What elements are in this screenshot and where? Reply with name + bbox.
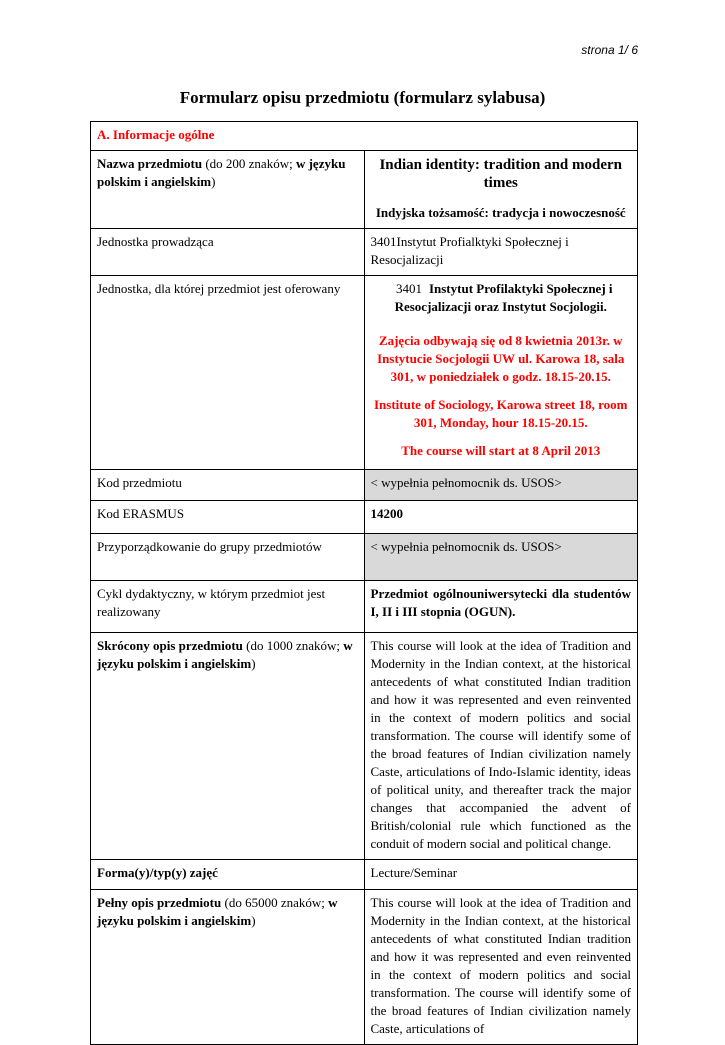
offered-for-note-en: Institute of Sociology, Karowa street 18, room 301, Monday, hour 18.15-20.15. <box>374 397 628 430</box>
offered-for-value <box>364 276 638 470</box>
offered-for-row <box>91 276 638 470</box>
course-name-label <box>91 151 365 229</box>
offered-for-code: 3401 <box>395 281 422 296</box>
syllabus-form-table <box>90 121 638 1045</box>
page-number: strona 1/ 6 <box>581 43 638 57</box>
didactic-cycle-value: Przedmiot ogólnouniwersytecki dla studentów I, II i III stopnia (OGUN). <box>364 581 638 633</box>
section-a-header-row <box>91 122 638 151</box>
unit-row <box>91 229 638 276</box>
course-name-label-bold: Nazwa przedmiotu <box>97 156 203 171</box>
group-assignment-label: Przyporządkowanie do grupy przedmiotów <box>91 534 365 581</box>
course-name-label-lang: w języku polskim i angielskim <box>97 156 346 189</box>
short-description-label-close: ) <box>251 656 256 671</box>
full-description-label-bold: Pełny opis przedmiotu <box>97 895 222 910</box>
course-name-label-plain: (do 200 znaków; <box>202 156 296 171</box>
didactic-cycle-row <box>91 581 638 633</box>
class-form-label: Forma(y)/typ(y) zajęć <box>91 860 365 890</box>
full-description-label-lang: w języku polskim i angielskim <box>97 895 338 928</box>
full-description-label-close: ) <box>251 913 256 928</box>
course-name-pl: Indyjska tożsamość: tradycja i nowoczesność <box>375 205 626 220</box>
short-description-label-bold: Skrócony opis przedmiotu <box>97 638 243 653</box>
offered-for-note-pl: Zajęcia odbywają się od 8 kwietnia 2013r. w Instytucie Socjologii UW ul. Karowa 18, sala 301, w poniedziałek o godz. 18.15-20.15. <box>377 333 625 384</box>
short-description-label-lang: w języku polskim i angielskim <box>97 638 353 671</box>
erasmus-code-value: 14200 <box>364 501 638 534</box>
short-description-row <box>91 633 638 860</box>
offered-for-note-start: The course will start at 8 April 2013 <box>401 443 601 458</box>
short-description-label <box>91 633 365 860</box>
course-name-en: Indian identity: tradition and modern times <box>379 157 623 191</box>
course-name-value <box>364 151 638 229</box>
unit-value: 3401Instytut Profialktyki Społecznej i Resocjalizacji <box>364 229 638 276</box>
full-description-row <box>91 890 638 1045</box>
full-description-label <box>91 890 365 1045</box>
section-a-header: A. Informacje ogólne <box>91 122 638 151</box>
erasmus-code-row <box>91 501 638 534</box>
course-code-row <box>91 470 638 501</box>
unit-label: Jednostka prowadząca <box>91 229 365 276</box>
didactic-cycle-label: Cykl dydaktyczny, w którym przedmiot jest realizowany <box>91 581 365 633</box>
course-name-label-close: ) <box>211 174 216 189</box>
full-description-value: This course will look at the idea of Tradition and Modernity in the Indian context, at the historical antecedents of what constituted Indian tradition and how it was represented and even reinvented in the context of modern politics and social transformation. The course will identify some of the broad features of Indian civilization namely Caste, articulations of <box>364 890 638 1045</box>
erasmus-code-label: Kod ERASMUS <box>91 501 365 534</box>
group-assignment-value: < wypełnia pełnomocnik ds. USOS> <box>364 534 638 581</box>
course-code-value: < wypełnia pełnomocnik ds. USOS> <box>364 470 638 501</box>
short-description-value: This course will look at the idea of Tradition and Modernity in the Indian context, at the historical antecedents of what constituted Indian tradition and how it was represented and even reinvented in the context of modern politics and social transformation. The course will identify some of the broad features of Indian civilization namely Caste, articulations of Indo-Islamic identity, ideas of political unity, and thereafter track the major changes that accompanied the advent of British/colonial rule which functioned as the conduit of modern social and political change. <box>364 633 638 860</box>
offered-for-units: Instytut Profilaktyki Społecznej i Resocjalizacji oraz Instytut Socjologii. <box>394 281 613 314</box>
group-assignment-row <box>91 534 638 581</box>
offered-for-label: Jednostka, dla której przedmiot jest oferowany <box>91 276 365 470</box>
document-title: Formularz opisu przedmiotu (formularz sylabusa) <box>179 88 546 107</box>
course-name-row <box>91 151 638 229</box>
class-form-row <box>91 860 638 890</box>
course-code-label: Kod przedmiotu <box>91 470 365 501</box>
class-form-value: Lecture/Seminar <box>364 860 638 890</box>
full-description-label-plain: (do 65000 znaków; <box>221 895 329 910</box>
short-description-label-plain: (do 1000 znaków; <box>242 638 344 653</box>
